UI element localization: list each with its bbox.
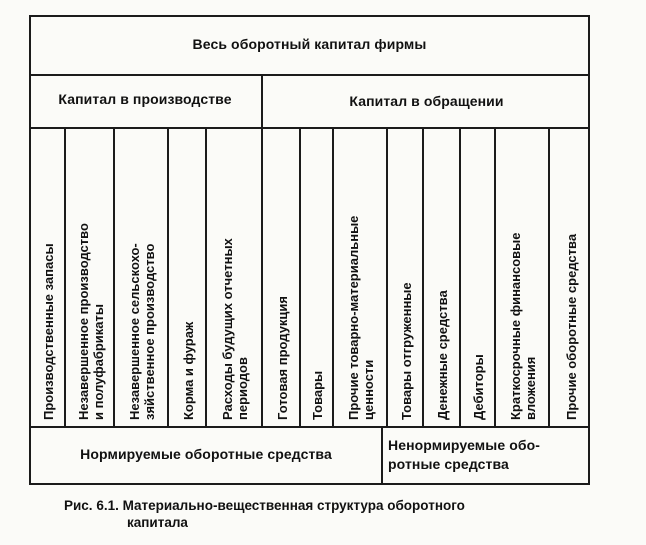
production-capital-label: Капитал в производстве xyxy=(58,91,232,107)
column-label-8-line-2: ценности xyxy=(361,359,376,420)
circulation-capital-label: Капитал в обращении xyxy=(349,93,504,109)
column-label-10-line-1: Денежные средства xyxy=(435,290,450,420)
column-label-8-line-1: Прочие товарно-материальные xyxy=(346,215,361,420)
column-label-12-line-2: вложения xyxy=(523,356,538,420)
column-divider xyxy=(494,127,496,427)
column-divider xyxy=(386,127,388,427)
figure-caption-line2: капитала xyxy=(127,515,188,530)
column-label-4-line-1: Корма и фураж xyxy=(180,321,196,420)
column-label-9-line-1: Товары отгруженные xyxy=(398,282,414,420)
total-capital-title: Весь оборотный капитал фирмы xyxy=(192,36,427,52)
non-normalized-assets-label-line2: ротные средства xyxy=(388,456,509,472)
column-label-13-line-1: Прочие оборотные средства xyxy=(563,233,579,420)
column-divider xyxy=(261,127,263,427)
column-divider xyxy=(459,127,461,427)
column-label-11-line-1: Дебиторы xyxy=(471,354,486,420)
column-label-3-line-1: Незавершенное сельскохо- xyxy=(127,243,142,420)
column-label-2-line-1: Незавершенное производство xyxy=(75,223,91,420)
column-label-7-line-1: Товары xyxy=(310,370,325,420)
column-divider xyxy=(299,127,301,427)
column-divider xyxy=(113,127,115,427)
column-label-12-line-1: Краткосрочные финансовые xyxy=(508,232,523,420)
divider-top-title xyxy=(29,74,590,76)
column-label-3-line-2: зяйственное производство xyxy=(142,243,157,420)
figure-caption-line1: Рис. 6.1. Материально-вещественная структура оборотного xyxy=(64,498,465,513)
column-divider xyxy=(167,127,169,427)
column-divider xyxy=(422,127,424,427)
divider-bottom-split xyxy=(381,426,383,485)
column-label-2-line-2: и полуфабрикаты xyxy=(90,304,106,420)
column-divider xyxy=(548,127,550,427)
column-label-5-line-2: периодов xyxy=(235,357,250,420)
column-divider xyxy=(332,127,334,427)
normalized-assets-label: Нормируемые оборотные средства xyxy=(80,446,332,462)
column-label-1-line-1: Производственные запасы xyxy=(41,243,56,420)
column-divider xyxy=(64,127,66,427)
column-label-6-line-1: Готовая продукция xyxy=(274,295,290,420)
column-divider xyxy=(205,127,207,427)
column-label-5-line-1: Расходы будущих отчетных xyxy=(220,238,235,420)
non-normalized-assets-label-line1: Ненормируемые обо- xyxy=(388,437,541,453)
